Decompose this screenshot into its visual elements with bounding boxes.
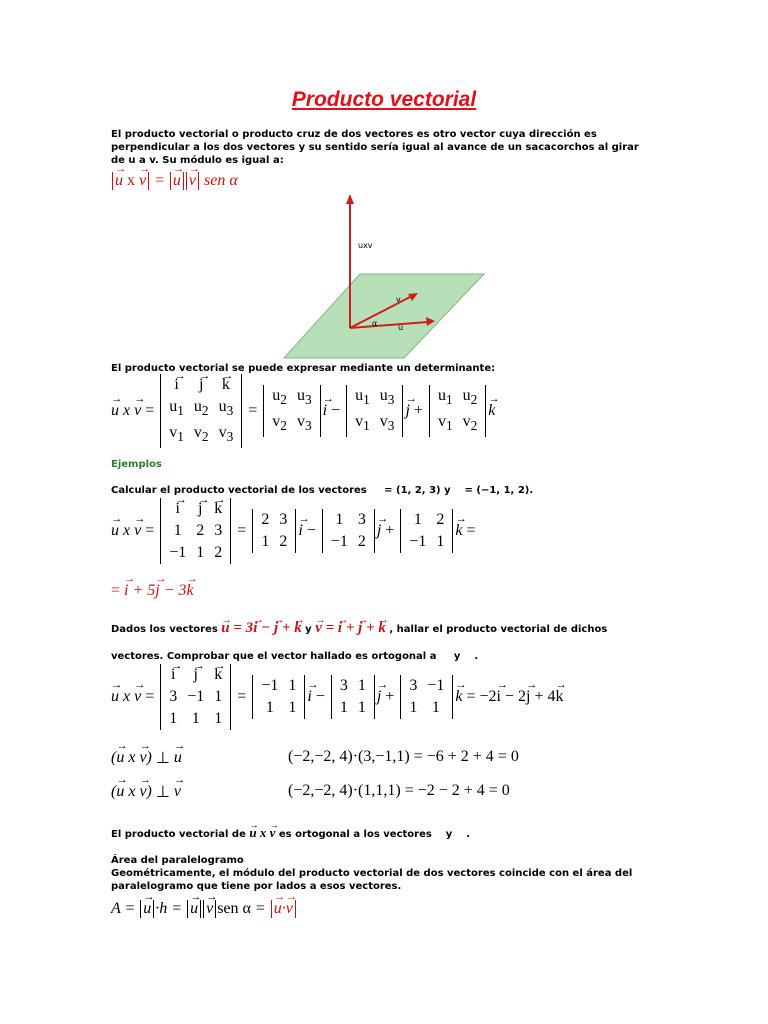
- example2-statement-cont: vectores. Comprobar que el vector hallado es ortogonal a y .: [111, 651, 479, 662]
- intro-paragraph: El producto vectorial o producto cruz de dos vectores es otro vector cuya dirección es perpendicular a los dos vectores y su sentido sería igual al avance de un sacacorchos al girar de u a v. Su módulo es igual a:: [111, 129, 639, 166]
- area-heading: Área del paralelogramo: [111, 855, 244, 866]
- determinant-intro: El producto vectorial se puede expresar mediante un determinante:: [111, 363, 496, 374]
- area-paragraph: Geométricamente, el módulo del producto vectorial de dos vectores coincide con el área del paralelogramo que tiene por lados a esos vectores.: [111, 868, 633, 892]
- ortho-check-v: ( → u x → v ) ⊥ → v: [111, 782, 181, 802]
- check2-value: (−2,−2, 4)·(1,1,1) = −2 − 2 + 4 = 0: [288, 782, 510, 799]
- general-determinant: → u x → v = → i → j → k $u_1$ $u_2$ $u_3$ $v_1$ $v_2$ $v_3$ = $u_2$ $u_3$ $v_2$ $v_3$ → i − $u_1$ $u_3$ $v_1$ $v_3$ → j + $u_1$ $u_2$ $v_1$ $v_2$ → k: [111, 374, 495, 448]
- example1-result: = → i + 5→ j − 3→ k: [111, 582, 194, 600]
- example1-statement: Calcular el producto vectorial de los vectores = (1, 2, 3) y = (−1, 1, 2).: [111, 485, 534, 496]
- example1-determinant: → u x → v = → i → j → k 1 2 3 −1 1 2 = 2 3 1 2 → i − 1 3 −1 2 → j + 1 2 −1 1 → k =: [111, 498, 479, 564]
- alpha-label: α: [372, 319, 378, 328]
- check1-value: (−2,−2, 4)·(3,−1,1) = −6 + 2 + 4 = 0: [288, 748, 519, 765]
- ortho-conclusion: El producto vectorial de → u x → v es ortogonal a los vectores y .: [111, 826, 470, 841]
- v-label: v: [396, 295, 401, 304]
- ortho-check-u: ( → u x → v ) ⊥ → u: [111, 748, 182, 768]
- cross-product-figure: [280, 190, 490, 360]
- uxv-label: uxv: [358, 241, 373, 250]
- examples-heading: Ejemplos: [111, 459, 162, 470]
- u-label: u: [398, 323, 404, 332]
- example2-determinant: → u x → v = → i → j → k 3 −1 1 1 1 1 = −1 1 1 1 → i − 3 1 1 1 → j + 3 −1 1 1 → k = −2→ i − 2→ j + 4→ k: [111, 664, 567, 730]
- example2-statement: Dados los vectores → u = 3→ i − → j + → k y → v = → i + → j + → k , hallar el producto vectorial de dichos: [111, 622, 607, 636]
- page-title: Producto vectorial: [291, 88, 477, 111]
- area-formula: A = → u ·h = → u→ v sen α = → u·→ v: [111, 900, 297, 918]
- module-formula: → u x → v = → u→ v sen α: [111, 172, 238, 190]
